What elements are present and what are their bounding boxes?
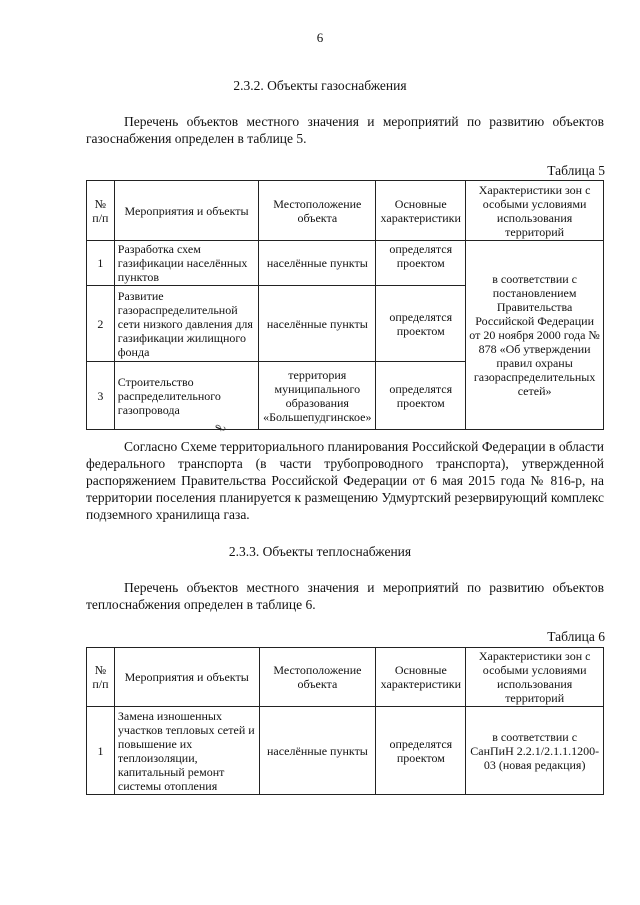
handwritten-mark: ℓ — [212, 422, 230, 435]
table5-row2-num: 2 — [87, 286, 115, 362]
table6-header-row — [87, 648, 604, 707]
table5-row1-num: 1 — [87, 241, 115, 286]
table6-row1-zones: в соответствии с СанПиН 2.2.1/2.1.1.1200-03 (новая редакция) — [466, 707, 604, 795]
table-5 — [86, 180, 604, 430]
table5-row1-activity: Разработка схем газификации населённых пунктов — [114, 241, 259, 286]
table6-row1-main: определятся проектом — [376, 707, 466, 795]
table5-col-num: № п/п — [87, 181, 115, 241]
table5-header-row — [87, 181, 604, 241]
intro-heat-supply: Перечень объектов местного значения и мероприятий по развитию объектов теплоснабжения определен в таблице 6. — [86, 580, 604, 612]
table5-row2-main: определятся проектом — [376, 286, 466, 362]
table5-row3-num: 3 — [87, 362, 115, 430]
table5-row1-main: определятся проектом — [376, 241, 466, 286]
table6-col-activity: Мероприятия и объекты — [114, 648, 259, 707]
table6-row1-num: 1 — [87, 707, 115, 795]
table5-row3-activity: Строительство распределительного газопровода — [114, 362, 259, 430]
table5-col-main: Основные характеристики — [376, 181, 466, 241]
intro-gas-supply: Перечень объектов местного значения и мероприятий по развитию объектов газоснабжения определен в таблице 5. — [86, 114, 604, 146]
heading-gas-supply: 2.3.2. Объекты газоснабжения — [233, 78, 407, 93]
table5-row1-location: населённые пункты — [259, 241, 376, 286]
table-6 — [86, 647, 604, 795]
table5-row2-location: населённые пункты — [259, 286, 376, 362]
table5-row3-location: территория муниципального образования «Большепудгинское» — [259, 362, 376, 430]
table5-caption: Таблица 5 — [547, 163, 605, 178]
table-row — [87, 707, 604, 795]
table-row — [87, 241, 604, 286]
table6-col-main: Основные характеристики — [376, 648, 466, 707]
table5-zones-merged: в соответствии с постановлением Правительства Российской Федерации от 20 ноября 2000 года № 878 «Об утверждении правил охраны газораспределительных сетей» — [466, 241, 604, 430]
table6-col-num: № п/п — [87, 648, 115, 707]
table5-row3-main: определятся проектом — [376, 362, 466, 430]
table5-col-activity: Мероприятия и объекты — [114, 181, 259, 241]
table5-col-zones: Характеристики зон с особыми условиями использования территорий — [466, 181, 604, 241]
table6-caption: Таблица 6 — [547, 629, 605, 644]
table5-col-location: Местоположение объекта — [259, 181, 376, 241]
paragraph-schema: Согласно Схеме территориального планирования Российской Федерации в области федерального транспорта (в части трубопроводного транспорта), утвержденной распоряжением Правительства Российской Федерации от 6 мая 2015 года № 816-р, на территории поселения планируется к размещению Удмуртский резервирующий комплекс подземного хранилища газа. — [86, 439, 604, 522]
table6-col-location: Местоположение объекта — [259, 648, 376, 707]
table6-row1-location: населённые пункты — [259, 707, 376, 795]
page-number: 6 — [316, 30, 324, 45]
table5-row2-activity: Развитие газораспределительной сети низкого давления для газификации жилищного фонда — [114, 286, 259, 362]
table6-row1-activity: Замена изношенных участков тепловых сетей и повышение их теплоизоляции, капитальный ремонт системы отопления — [114, 707, 259, 795]
table6-col-zones: Характеристики зон с особыми условиями использования территорий — [466, 648, 604, 707]
heading-heat-supply: 2.3.3. Объекты теплоснабжения — [228, 544, 412, 559]
